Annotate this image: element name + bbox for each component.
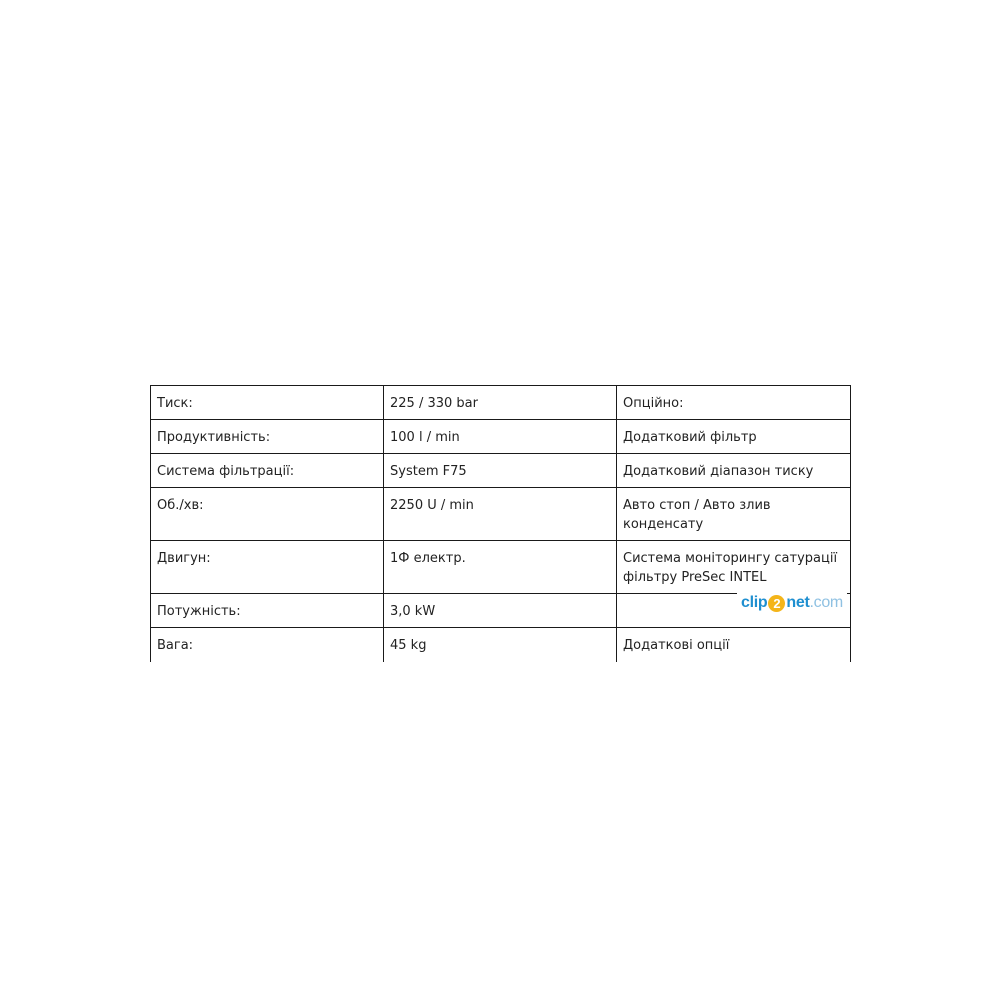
table-row xyxy=(151,386,851,420)
spec-label-cell: Потужність: xyxy=(151,594,384,628)
watermark-text-domain: .com xyxy=(809,594,843,611)
spec-option-cell: Додатковий діапазон тиску xyxy=(617,454,851,488)
spec-label-cell: Продуктивність: xyxy=(151,420,384,454)
table-row xyxy=(151,628,851,662)
spec-option-cell: Система моніторингу сатурації фільтру PreSec INTEL xyxy=(617,541,851,594)
spec-option-cell: Опційно: xyxy=(617,386,851,420)
spec-value-cell: 1Ф електр. xyxy=(384,541,617,594)
spec-value-cell: System F75 xyxy=(384,454,617,488)
watermark-text-clip: clip xyxy=(741,594,768,611)
spec-label-cell: Двигун: xyxy=(151,541,384,594)
spec-label-cell: Вага: xyxy=(151,628,384,662)
spec-table xyxy=(150,385,851,662)
spec-label-cell: Система фільтрації: xyxy=(151,454,384,488)
watermark-badge-icon: 2 xyxy=(768,595,785,612)
spec-option-cell: Авто стоп / Авто злив конденсату xyxy=(617,488,851,541)
spec-value-cell: 100 l / min xyxy=(384,420,617,454)
spec-value-cell: 2250 U / min xyxy=(384,488,617,541)
watermark-text-net: net xyxy=(786,594,810,611)
spec-option-cell: Додаткові опції xyxy=(617,628,851,662)
spec-label-cell: Об./хв: xyxy=(151,488,384,541)
spec-table-container xyxy=(150,385,850,653)
table-row xyxy=(151,454,851,488)
table-row xyxy=(151,488,851,541)
clip2net-watermark xyxy=(737,590,847,616)
spec-value-cell: 45 kg xyxy=(384,628,617,662)
spec-option-cell: Додатковий фільтр xyxy=(617,420,851,454)
spec-label-cell: Тиск: xyxy=(151,386,384,420)
spec-value-cell: 3,0 kW xyxy=(384,594,617,628)
table-row xyxy=(151,420,851,454)
table-row xyxy=(151,541,851,594)
spec-value-cell: 225 / 330 bar xyxy=(384,386,617,420)
